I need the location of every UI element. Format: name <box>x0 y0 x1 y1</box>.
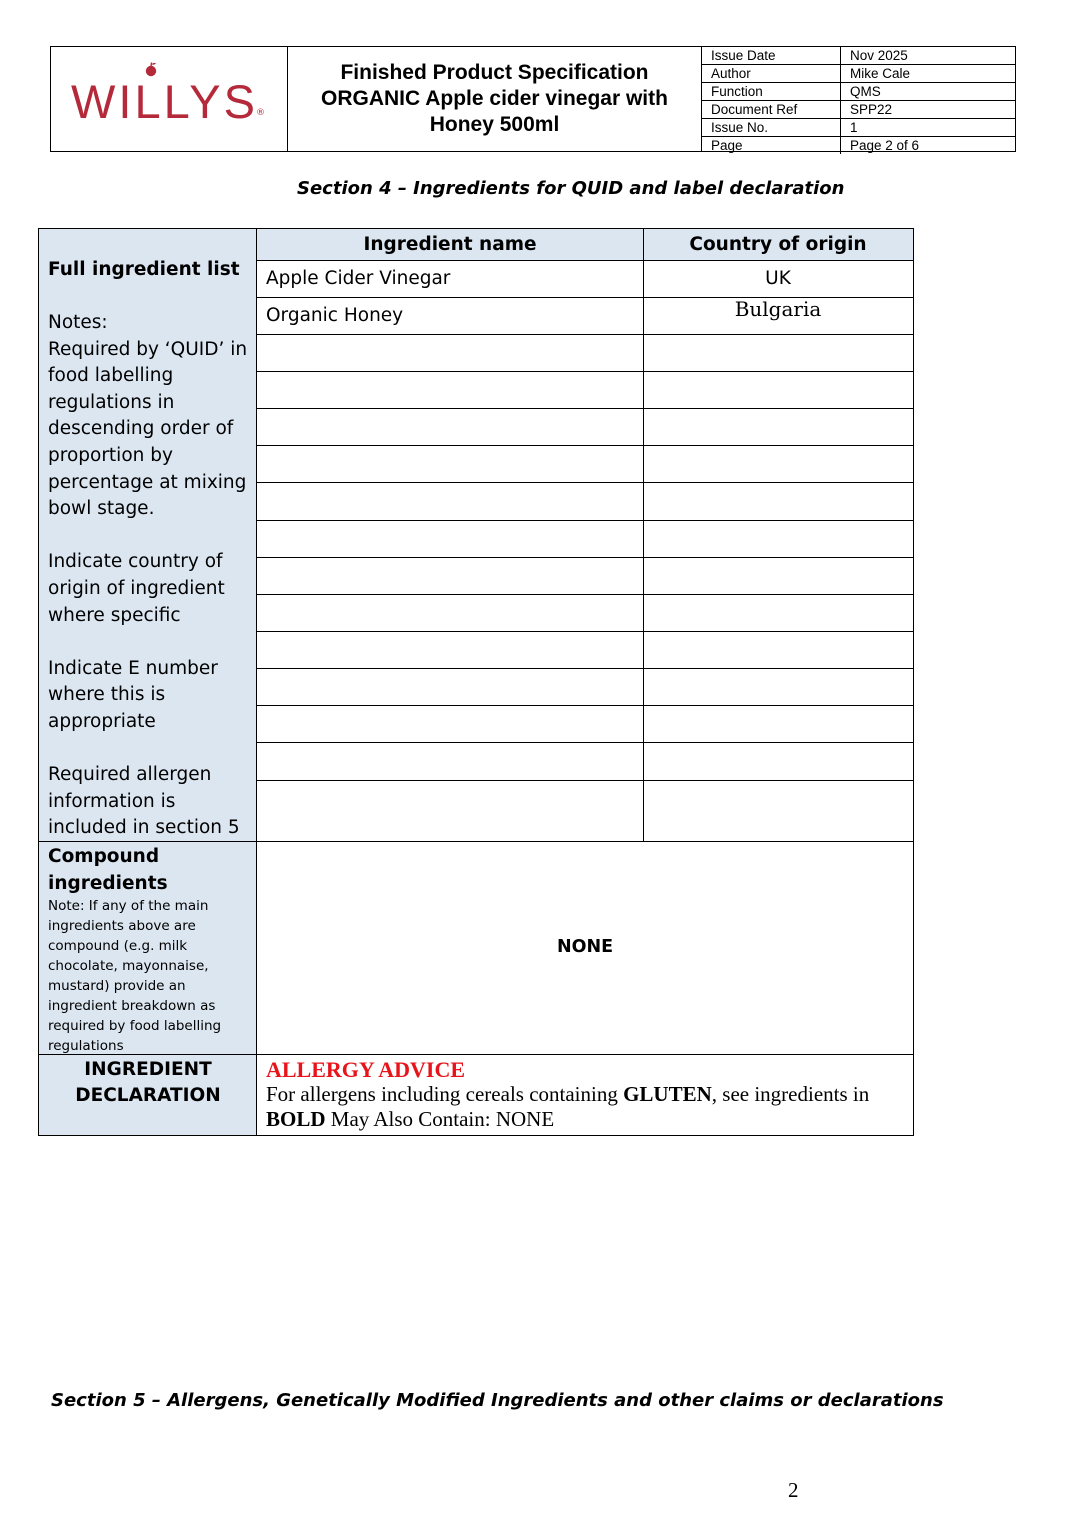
note-line: where this is <box>48 684 166 706</box>
note-line: regulations in <box>48 391 175 413</box>
note-line: percentage at mixing <box>48 471 247 493</box>
meta-row-document-ref <box>702 101 1015 119</box>
logo-text: WILLYS <box>71 74 258 128</box>
row-divider <box>257 557 913 558</box>
allergy-advice-title: ALLERGY ADVICE <box>266 1057 466 1082</box>
note-line: Indicate country of <box>48 551 223 573</box>
note-line: chocolate, mayonnaise, <box>48 958 209 974</box>
note-line: ingredient breakdown as <box>48 998 216 1014</box>
note-line: Required allergen <box>48 764 212 786</box>
note-line: where specific <box>48 604 181 626</box>
allergy-text-part: , see ingredients in <box>711 1082 870 1106</box>
row-divider <box>257 742 913 743</box>
meta-row-page <box>702 137 1015 154</box>
label-line: Compound <box>48 846 160 867</box>
allergy-text-part: For allergens including cereals containing <box>266 1082 624 1106</box>
meta-value: 1 <box>850 120 858 135</box>
meta-value: Page 2 of 6 <box>850 138 920 153</box>
row-divider <box>257 520 913 521</box>
meta-row-author <box>702 65 1015 83</box>
row-divider <box>257 482 913 483</box>
ingredients-table <box>38 228 914 1136</box>
section-4-heading: Section 4 – Ingredients for QUID and label declaration <box>297 178 845 199</box>
country-of-origin-header: Country of origin <box>643 229 913 260</box>
label-line: INGREDIENT <box>84 1059 212 1080</box>
note-line: included in section 5 <box>48 817 240 839</box>
note-spacer <box>48 523 247 550</box>
note-line: Required by ‘QUID’ in <box>48 338 248 360</box>
note-line: food labelling <box>48 365 174 387</box>
label-line: DECLARATION <box>75 1085 221 1106</box>
meta-key: Function <box>702 83 841 100</box>
allergy-advice-text <box>266 1082 906 1107</box>
row-divider <box>257 371 913 372</box>
document-title <box>288 47 702 151</box>
meta-key: Page <box>702 137 841 154</box>
row-divider <box>257 334 913 335</box>
note-line: descending order of <box>48 418 234 440</box>
note-line: required by food labelling <box>48 1018 222 1034</box>
meta-value: QMS <box>850 84 881 99</box>
note-spacer <box>48 629 247 656</box>
compound-ingredients-label <box>48 844 168 897</box>
ingredient-origin-cell: UK <box>765 268 791 289</box>
document-meta-table <box>702 47 1015 151</box>
note-line: compound (e.g. milk <box>48 938 188 954</box>
note-line: regulations <box>48 1038 124 1054</box>
title-line: Finished Product Specification <box>340 61 649 84</box>
meta-value: SPP22 <box>850 102 893 117</box>
may-contain-text: May Also Contain: NONE <box>325 1107 555 1131</box>
note-line: information is <box>48 790 176 812</box>
note-line: bowl stage. <box>48 498 155 520</box>
page-number: 2 <box>788 1478 799 1502</box>
meta-row-issue-date <box>702 47 1015 65</box>
row-divider <box>257 705 913 706</box>
ingredient-name-cell: Apple Cider Vinegar <box>266 268 451 289</box>
meta-value: Mike Cale <box>850 66 911 81</box>
meta-row-issue-no <box>702 119 1015 137</box>
allergy-advice-text <box>266 1107 906 1132</box>
compound-ingredients-note <box>48 896 221 1056</box>
compound-ingredients-value: NONE <box>556 937 614 957</box>
company-logo <box>51 47 288 151</box>
note-line: Indicate E number <box>48 657 218 679</box>
note-spacer <box>48 736 247 763</box>
ingredient-name-cell: Organic Honey <box>266 305 404 326</box>
title-line: Honey 500ml <box>429 113 560 136</box>
bold-emphasis: BOLD <box>266 1107 326 1131</box>
note-line: ingredients above are <box>48 918 196 934</box>
row-divider <box>257 445 913 446</box>
title-line: ORGANIC Apple cider vinegar with <box>321 87 668 110</box>
row-divider <box>257 408 913 409</box>
note-line: Notes: <box>48 312 108 333</box>
label-line: ingredients <box>48 872 168 894</box>
row-divider <box>257 594 913 595</box>
allergen-gluten: GLUTEN <box>623 1082 712 1106</box>
meta-value: Nov 2025 <box>850 48 908 63</box>
ingredient-name-header: Ingredient name <box>257 229 643 260</box>
row-divider <box>257 780 913 781</box>
ingredient-declaration-label <box>39 1057 257 1109</box>
document-header <box>50 46 1016 152</box>
section-5-heading: Section 5 – Allergens, Genetically Modified Ingredients and other claims or declarations <box>51 1390 944 1411</box>
note-line: origin of ingredient <box>48 577 225 599</box>
note-line: mustard) provide an <box>48 978 186 994</box>
meta-key: Issue No. <box>702 119 841 136</box>
row-divider <box>257 631 913 632</box>
meta-key: Document Ref <box>702 101 841 118</box>
meta-key: Author <box>702 65 841 82</box>
allergy-advice <box>266 1057 906 1132</box>
full-ingredient-list-label: Full ingredient list <box>48 259 240 280</box>
meta-key: Issue Date <box>702 47 841 64</box>
note-line: proportion by <box>48 444 173 466</box>
note-line: Note: If any of the main <box>48 898 209 914</box>
ingredient-notes <box>48 310 247 842</box>
ingredient-origin-cell: Bulgaria <box>734 297 822 321</box>
row-divider <box>257 668 913 669</box>
registered-mark: ® <box>255 108 265 118</box>
section-divider <box>39 841 913 842</box>
note-line: appropriate <box>48 710 156 732</box>
meta-row-function <box>702 83 1015 101</box>
